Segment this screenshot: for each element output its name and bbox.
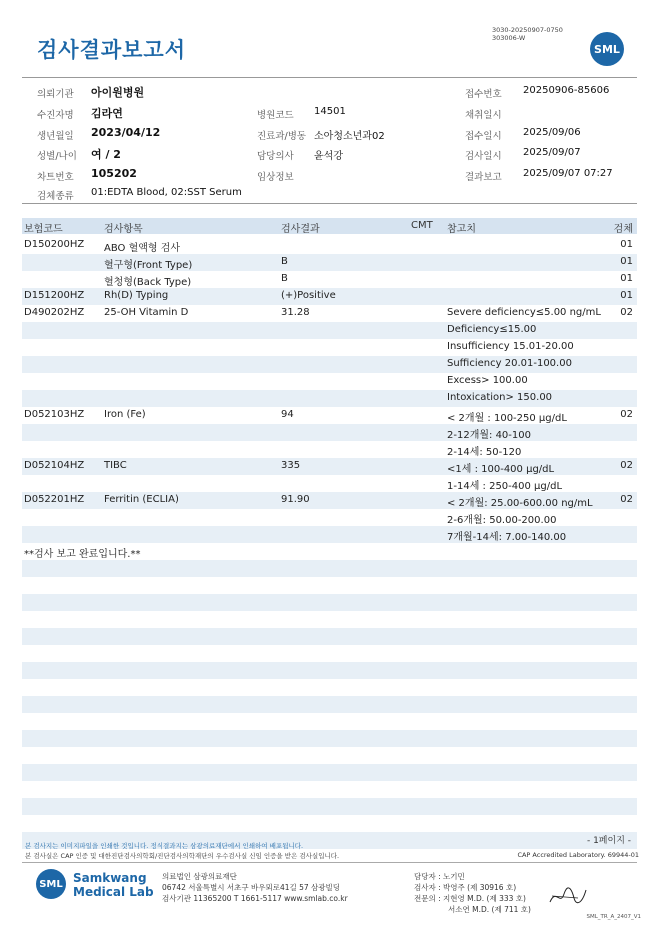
cell-result: B <box>281 256 288 267</box>
table-header <box>22 218 637 234</box>
table-row <box>22 543 637 560</box>
cell-ref: Excess> 100.00 <box>447 375 528 386</box>
table-row <box>22 764 637 781</box>
info-label: 임상정보 <box>257 172 294 183</box>
cell-spec: 02 <box>620 460 633 471</box>
lab-name-line: Medical Lab <box>73 885 154 899</box>
info-divider <box>22 203 637 204</box>
table-row <box>22 747 637 764</box>
info-label: 생년월일 <box>37 131 74 142</box>
cell-spec: 01 <box>620 239 633 250</box>
table-row <box>22 458 637 475</box>
info-value: 윤석강 <box>314 151 343 162</box>
cell-ref: < 2개월 : 100-250 µg/dL <box>447 413 567 424</box>
lab-address <box>162 871 348 904</box>
col-specimen: 검체 <box>613 224 633 235</box>
staff-info <box>414 871 531 915</box>
signature <box>548 884 588 908</box>
cell-ref: 2-12개월: 40-100 <box>447 430 531 441</box>
cap-accreditation: CAP Accredited Laboratory. 69944-01 <box>517 851 639 859</box>
footer-sml-logo: SML <box>36 869 66 899</box>
cell-ref: Deficiency≤15.00 <box>447 324 537 335</box>
address-line: 의료법인 삼광의료재단 <box>162 872 237 881</box>
col-name: 검사항목 <box>104 224 143 235</box>
form-version: SML_TR_A_2407_V1 <box>586 914 641 920</box>
info-value: 2023/04/12 <box>91 126 161 139</box>
cell-spec: 02 <box>620 409 633 420</box>
info-label: 진료과/병동 <box>257 131 307 142</box>
table-row <box>22 339 637 356</box>
cell-name: ABO 혈액형 검사 <box>104 243 181 254</box>
cell-result: 91.90 <box>281 494 310 505</box>
cell-ref: Intoxication> 150.00 <box>447 392 553 403</box>
info-value: 아이원병원 <box>91 86 145 99</box>
info-label: 접수번호 <box>465 89 502 100</box>
cell-spec: 01 <box>620 256 633 267</box>
cell-name: 혈구형(Front Type) <box>104 260 193 271</box>
cell-code: D052201HZ <box>24 494 85 505</box>
cell-ref: < 2개월: 25.00-600.00 ng/mL <box>447 498 593 509</box>
address-line: 06742 서울특별시 서초구 바우뫼로41길 57 삼광빌딩 <box>162 883 341 892</box>
cell-code: D490202HZ <box>24 307 85 318</box>
info-value: 여 / 2 <box>91 148 121 161</box>
cell-code: D150200HZ <box>24 239 85 250</box>
info-row <box>0 103 655 123</box>
col-result: 검사결과 <box>281 224 320 235</box>
table-row <box>22 237 637 254</box>
info-label: 차트번호 <box>37 172 74 183</box>
table-row <box>22 424 637 441</box>
info-value: 2025/09/07 <box>523 147 581 158</box>
lab-name-line: Samkwang <box>73 871 147 885</box>
table-row <box>22 509 637 526</box>
cell-spec: 01 <box>620 290 633 301</box>
cell-result: 335 <box>281 460 301 471</box>
info-label: 수진자명 <box>37 110 74 121</box>
cell-name: Rh(D) Typing <box>104 290 169 301</box>
table-row <box>22 390 637 407</box>
document-id-line: 303006-W <box>492 34 526 42</box>
table-row <box>22 271 637 288</box>
specimen-row <box>0 184 655 204</box>
info-row <box>0 124 655 144</box>
table-row <box>22 645 637 662</box>
cell-name: 혈청형(Back Type) <box>104 277 192 288</box>
specimen-value: 01:EDTA Blood, 02:SST Serum <box>91 187 242 198</box>
table-row <box>22 815 637 832</box>
col-reference: 참고치 <box>447 224 476 235</box>
table-row <box>22 560 637 577</box>
info-value: 소아청소년과02 <box>314 131 385 142</box>
info-label: 성별/나이 <box>37 151 77 162</box>
cell-result: 31.28 <box>281 307 310 318</box>
results-table <box>22 237 637 849</box>
table-row <box>22 441 637 458</box>
info-value: 2025/09/06 <box>523 127 581 138</box>
cell-ref: Insufficiency 15.01-20.00 <box>447 341 574 352</box>
table-row <box>22 254 637 271</box>
table-row <box>22 475 637 492</box>
cell-result: B <box>281 273 288 284</box>
cell-ref: 7개월-14세: 7.00-140.00 <box>447 532 567 543</box>
info-label: 접수일시 <box>465 131 502 142</box>
staff-line: 서소연 M.D. (제 711 호) <box>448 905 531 914</box>
info-label: 검사일시 <box>465 151 502 162</box>
table-row <box>22 526 637 543</box>
cell-spec: 01 <box>620 273 633 284</box>
info-value: 김라연 <box>91 107 123 120</box>
report-title: 검사결과보고서 <box>37 38 187 62</box>
cell-ref: 2-14세: 50-120 <box>447 447 522 458</box>
staff-line: 전문의 : 지현영 M.D. (제 333 호) <box>414 894 526 903</box>
table-row <box>22 305 637 322</box>
notice-cap: 본 검사실은 CAP 인증 및 대한진단검사의학회/진단검사의학재단의 우수검사실 신임 인증을 받은 검사실입니다. <box>25 852 340 860</box>
table-row <box>22 662 637 679</box>
page-number: - 1페이지 - <box>586 836 631 846</box>
cell-ref: 2-6개월: 50.00-200.00 <box>447 515 557 526</box>
document-id <box>492 26 563 42</box>
lab-name <box>73 871 154 899</box>
info-value: 14501 <box>314 106 346 117</box>
cell-code: D151200HZ <box>24 290 85 301</box>
info-label: 채취일시 <box>465 110 502 121</box>
table-row <box>22 713 637 730</box>
table-row <box>22 492 637 509</box>
cell-spec: 02 <box>620 307 633 318</box>
address-line: 검사기관 11365200 T 1661-5117 www.smlab.co.kr <box>162 894 348 903</box>
cell-ref: Sufficiency 20.01-100.00 <box>447 358 572 369</box>
cell-code: D052103HZ <box>24 409 85 420</box>
cell-name: 25-OH Vitamin D <box>104 307 189 318</box>
info-label: 의뢰기관 <box>37 89 74 100</box>
cell-code: **검사 보고 완료입니다.** <box>24 549 141 560</box>
table-row <box>22 577 637 594</box>
info-row <box>0 82 655 102</box>
cell-result: (+)Positive <box>281 290 336 301</box>
cell-ref: 1-14세 : 250-400 µg/dL <box>447 481 563 492</box>
document-id-line: 3030-20250907-0750 <box>492 26 563 34</box>
cell-spec: 02 <box>620 494 633 505</box>
cell-name: Iron (Fe) <box>104 409 146 420</box>
table-row <box>22 356 637 373</box>
header-divider <box>22 77 637 78</box>
cell-code: D052104HZ <box>24 460 85 471</box>
info-row <box>0 144 655 164</box>
table-row <box>22 798 637 815</box>
cell-name: TIBC <box>104 460 127 471</box>
table-row <box>22 288 637 305</box>
info-row <box>0 165 655 185</box>
table-row <box>22 679 637 696</box>
staff-line: 담당자 : 노기민 <box>414 872 465 881</box>
col-cmt: CMT <box>411 220 433 231</box>
table-row <box>22 373 637 390</box>
table-row <box>22 730 637 747</box>
cell-name: Ferritin (ECLIA) <box>104 494 179 505</box>
info-label: 담당의사 <box>257 151 294 162</box>
sml-logo: SML <box>590 32 624 66</box>
table-row <box>22 611 637 628</box>
info-label: 결과보고 <box>465 172 502 183</box>
info-value: 20250906-85606 <box>523 85 610 96</box>
cell-ref: Severe deficiency≤5.00 ng/mL <box>447 307 601 318</box>
info-value: 2025/09/07 07:27 <box>523 168 613 179</box>
table-row <box>22 628 637 645</box>
footer-divider <box>22 862 637 863</box>
staff-line: 검사자 : 박영주 (제 30916 호) <box>414 883 517 892</box>
notice-image: 본 검사지는 이미지파일을 인쇄한 것입니다. 정식결과지는 삼광의료재단에서 인쇄하여 배포됩니다. <box>25 842 304 850</box>
table-row <box>22 594 637 611</box>
cell-result: 94 <box>281 409 294 420</box>
table-row <box>22 781 637 798</box>
col-code: 보험코드 <box>24 224 63 235</box>
info-value: 105202 <box>91 167 137 180</box>
table-row <box>22 322 637 339</box>
cell-ref: <1세 : 100-400 µg/dL <box>447 464 555 475</box>
info-label: 병원코드 <box>257 110 294 121</box>
table-row <box>22 407 637 424</box>
table-row <box>22 696 637 713</box>
specimen-label: 검체종류 <box>37 191 74 202</box>
